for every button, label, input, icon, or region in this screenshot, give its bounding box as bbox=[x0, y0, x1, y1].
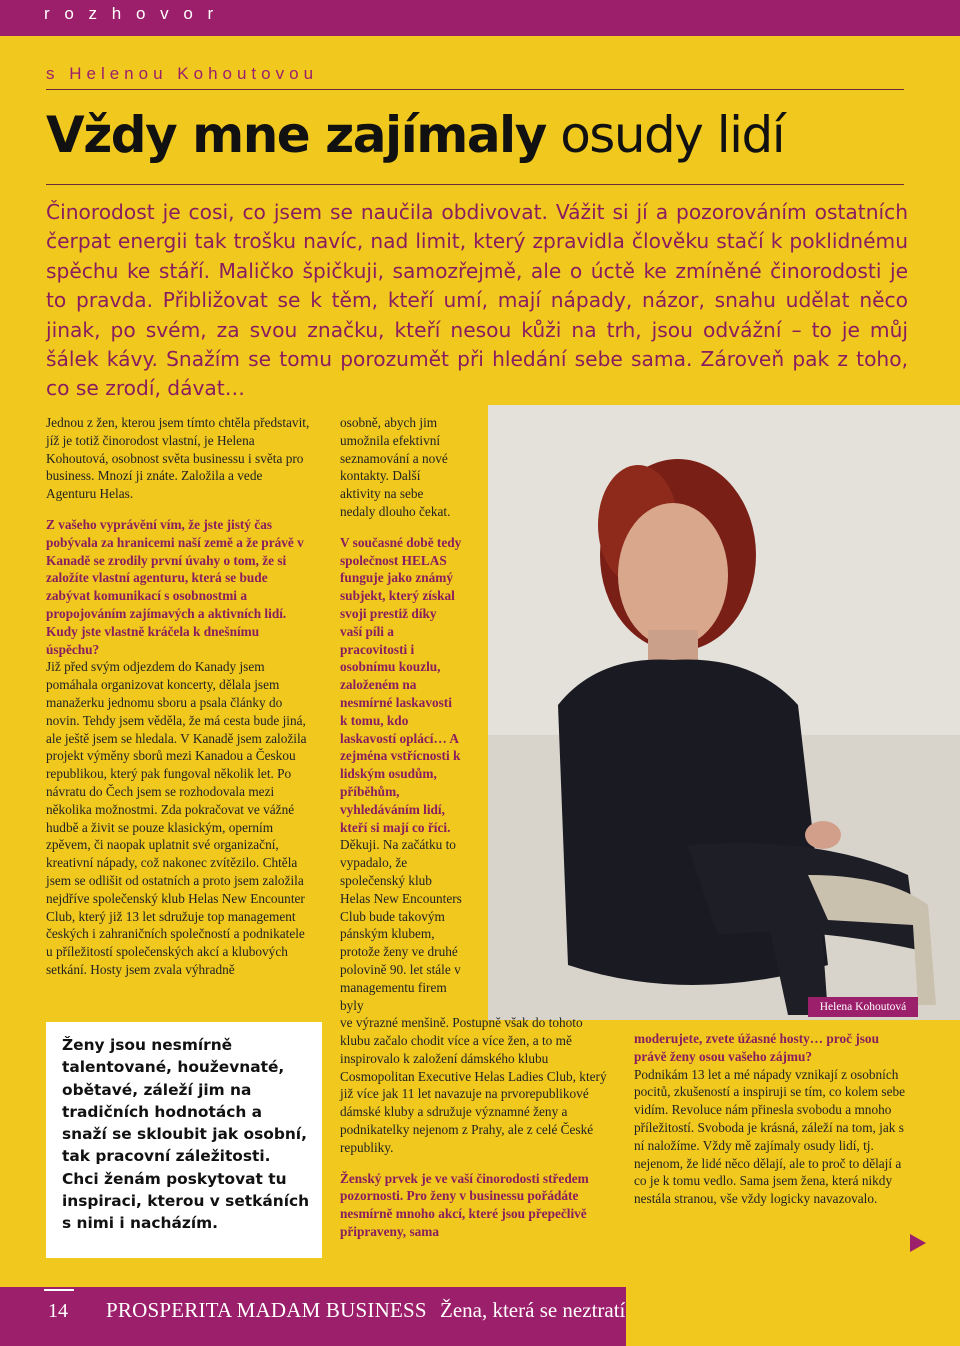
footer-slogan: Žena, která se neztratí bbox=[440, 1298, 626, 1322]
byline: s Helenou Kohoutovou bbox=[46, 64, 319, 83]
divider bbox=[46, 89, 904, 90]
page-number: 14 bbox=[48, 1300, 68, 1322]
divider bbox=[46, 184, 904, 185]
page-number-rule bbox=[44, 1289, 74, 1291]
answer: osobně, abych jim umožnila efektivní seznamování a nové kontakty. Další aktivity na sebe nedaly dlouho čekat. bbox=[340, 415, 451, 519]
continue-arrow-icon bbox=[910, 1234, 926, 1252]
question: moderujete, zvete úžasné hosty… proč jsou právě ženy osou vašeho zájmu? bbox=[634, 1031, 879, 1064]
intro-paragraph: Jednou z žen, kterou jsem tímto chtěla představit, jíž je totiž činorodost vlastní, je Helena Kohoutová, osobnost světa businessu i světa pro business. Mnozí ji znáte. Založila a vede Agenturu Helas. bbox=[46, 415, 310, 502]
article-column-1 bbox=[46, 414, 314, 992]
question: Ženský prvek je ve vaší činorodosti středem pozornosti. Pro ženy v businessu pořádáte nesmírně mnoho akcí, které jsou přepečlivě připraveny, sama bbox=[340, 1170, 589, 1240]
magazine-title: PROSPERITA MADAM BUSINESS bbox=[106, 1298, 427, 1322]
headline-bold: Vždy mne zajímaly bbox=[46, 106, 546, 164]
headline bbox=[46, 100, 784, 170]
answer: ve výrazné menšině. Postupně však do tohoto klubu začalo chodit více a více žen, a to mě inspirovalo k založení dámského klubu Cosmopolitan Executive Helas Ladies Club, který již více jak 11 let navazuje na prvorepublikové dámské kluby a sdružuje významné ženy a podnikatelky nejenom z Prahy, ale z celé České republiky. bbox=[340, 1015, 607, 1155]
photo-caption: Helena Kohoutová bbox=[808, 997, 918, 1017]
question: Z vašeho vyprávění vím, že jste jistý čas pobývala za hranicemi naší země a že právě v Kanadě se zrodily první úvahy o tom, že si založíte vlastní agenturu, která se bude zabývat komunikací s osobnostmi a propojováním zajímavých a aktivních lidí. Kudy jste vlastně kráčela k dnešnímu úspěchu? bbox=[46, 516, 304, 657]
section-label: r o z h o v o r bbox=[44, 4, 219, 23]
article-column-2 bbox=[340, 414, 620, 1254]
lead-paragraph: Činorodost je cosi, co jsem se naučila obdivovat. Vážit si jí a pozorováním ostatních čerpat energii tak trošku navíc, nad limit, který zpravidla člověku stačí k poklidnému spěchu ke stáří. Maličko špičkuji, samozřejmě, ale o úctě ke zmíněné činorodosti je to pravda. Přibližovat se k těm, kteří umí, mají nápady, názor, snahu udělat něco jinak, po svém, za svou značku, kteří nesou kůži na trh, jsou odvážní – to je můj šálek kávy. Snažím se tomu porozumět při hledání sebe sama. Zároveň pak z toho, co se zrodí, dávat… bbox=[46, 200, 908, 401]
headline-light: osudy lidí bbox=[560, 106, 785, 164]
answer: Již před svým odjezdem do Kanady jsem pomáhala organizovat koncerty, dělala jsem manažerku jednomu sboru a psala články do novin. Tehdy jsem věděla, že má cesta bude jiná, ale ještě jsem se hledala. V Kanadě jsem založila projekt výměny sborů mezi Kanadou a Českou republikou, který pak fungoval několik let. Po návratu do Čech jsem se rozhodovala mezi několika možnostmi. Zda pokračovat ve vážné hudbě a živit se pouze klasickým, operním zpěvem, či naopak uplatnit své organizační, kreativní nápady, což nakonec zvítězilo. Chtěla jsem se odlišit od ostatních a proto jsem založila nejdříve společenský klub Helas New Encounter Club, který již 13 let sdružuje top management českých i zahraničních společností a podnikatele u příležitostí společenských akcí a klubových setkání. Hosty jsem zvala výhradně bbox=[46, 659, 307, 977]
answer: Podnikám 13 let a mé nápady vznikají z osobních pocitů, zkušeností a inspiruji se tím, co kolem sebe vidím. Revoluce nám přinesla svobodu a mnoho příležitostí. Svoboda je krásná, záleží na tom, jak s ní naložíme. Vždy mě zajímaly osudy lidí, tj. nejenom, že lidé něco dělají, ale to proč to dělají a co je k tomu vedlo. Sama jsem žena, která nikdy nestála stranou, vše vždy logicky navazovalo. bbox=[634, 1066, 906, 1207]
question: V současné době tedy společnost HELAS funguje jako známý subjekt, který získal svoji prestiž díky vaší píli a pracovitosti i osobnímu kouzlu, založeném na nesmírné laskavosti k tomu, kdo laskavostí oplácí… A zejména vstřícnosti k lidským osudům, příběhům, vyhledáváním lidí, kteří si mají co říci. bbox=[340, 534, 462, 835]
pullquote-text: Ženy jsou nesmírně talentované, houževnaté, obětavé, záleží jim na tradičních hodnotách a snaží se skloubit jak osobní, tak pracovní záležitosti. Chci ženám poskytovat tu inspiraci, kterou v setkáních s nimi i nacházím. bbox=[62, 1036, 310, 1233]
article-column-3 bbox=[634, 1030, 914, 1221]
answer: Děkuji. Na začátku to vypadalo, že společenský klub Helas New Encounters Club bude takovým pánským klubem, protože ženy ve druhé polovině 90. let stále v managementu firem byly bbox=[340, 837, 462, 1013]
